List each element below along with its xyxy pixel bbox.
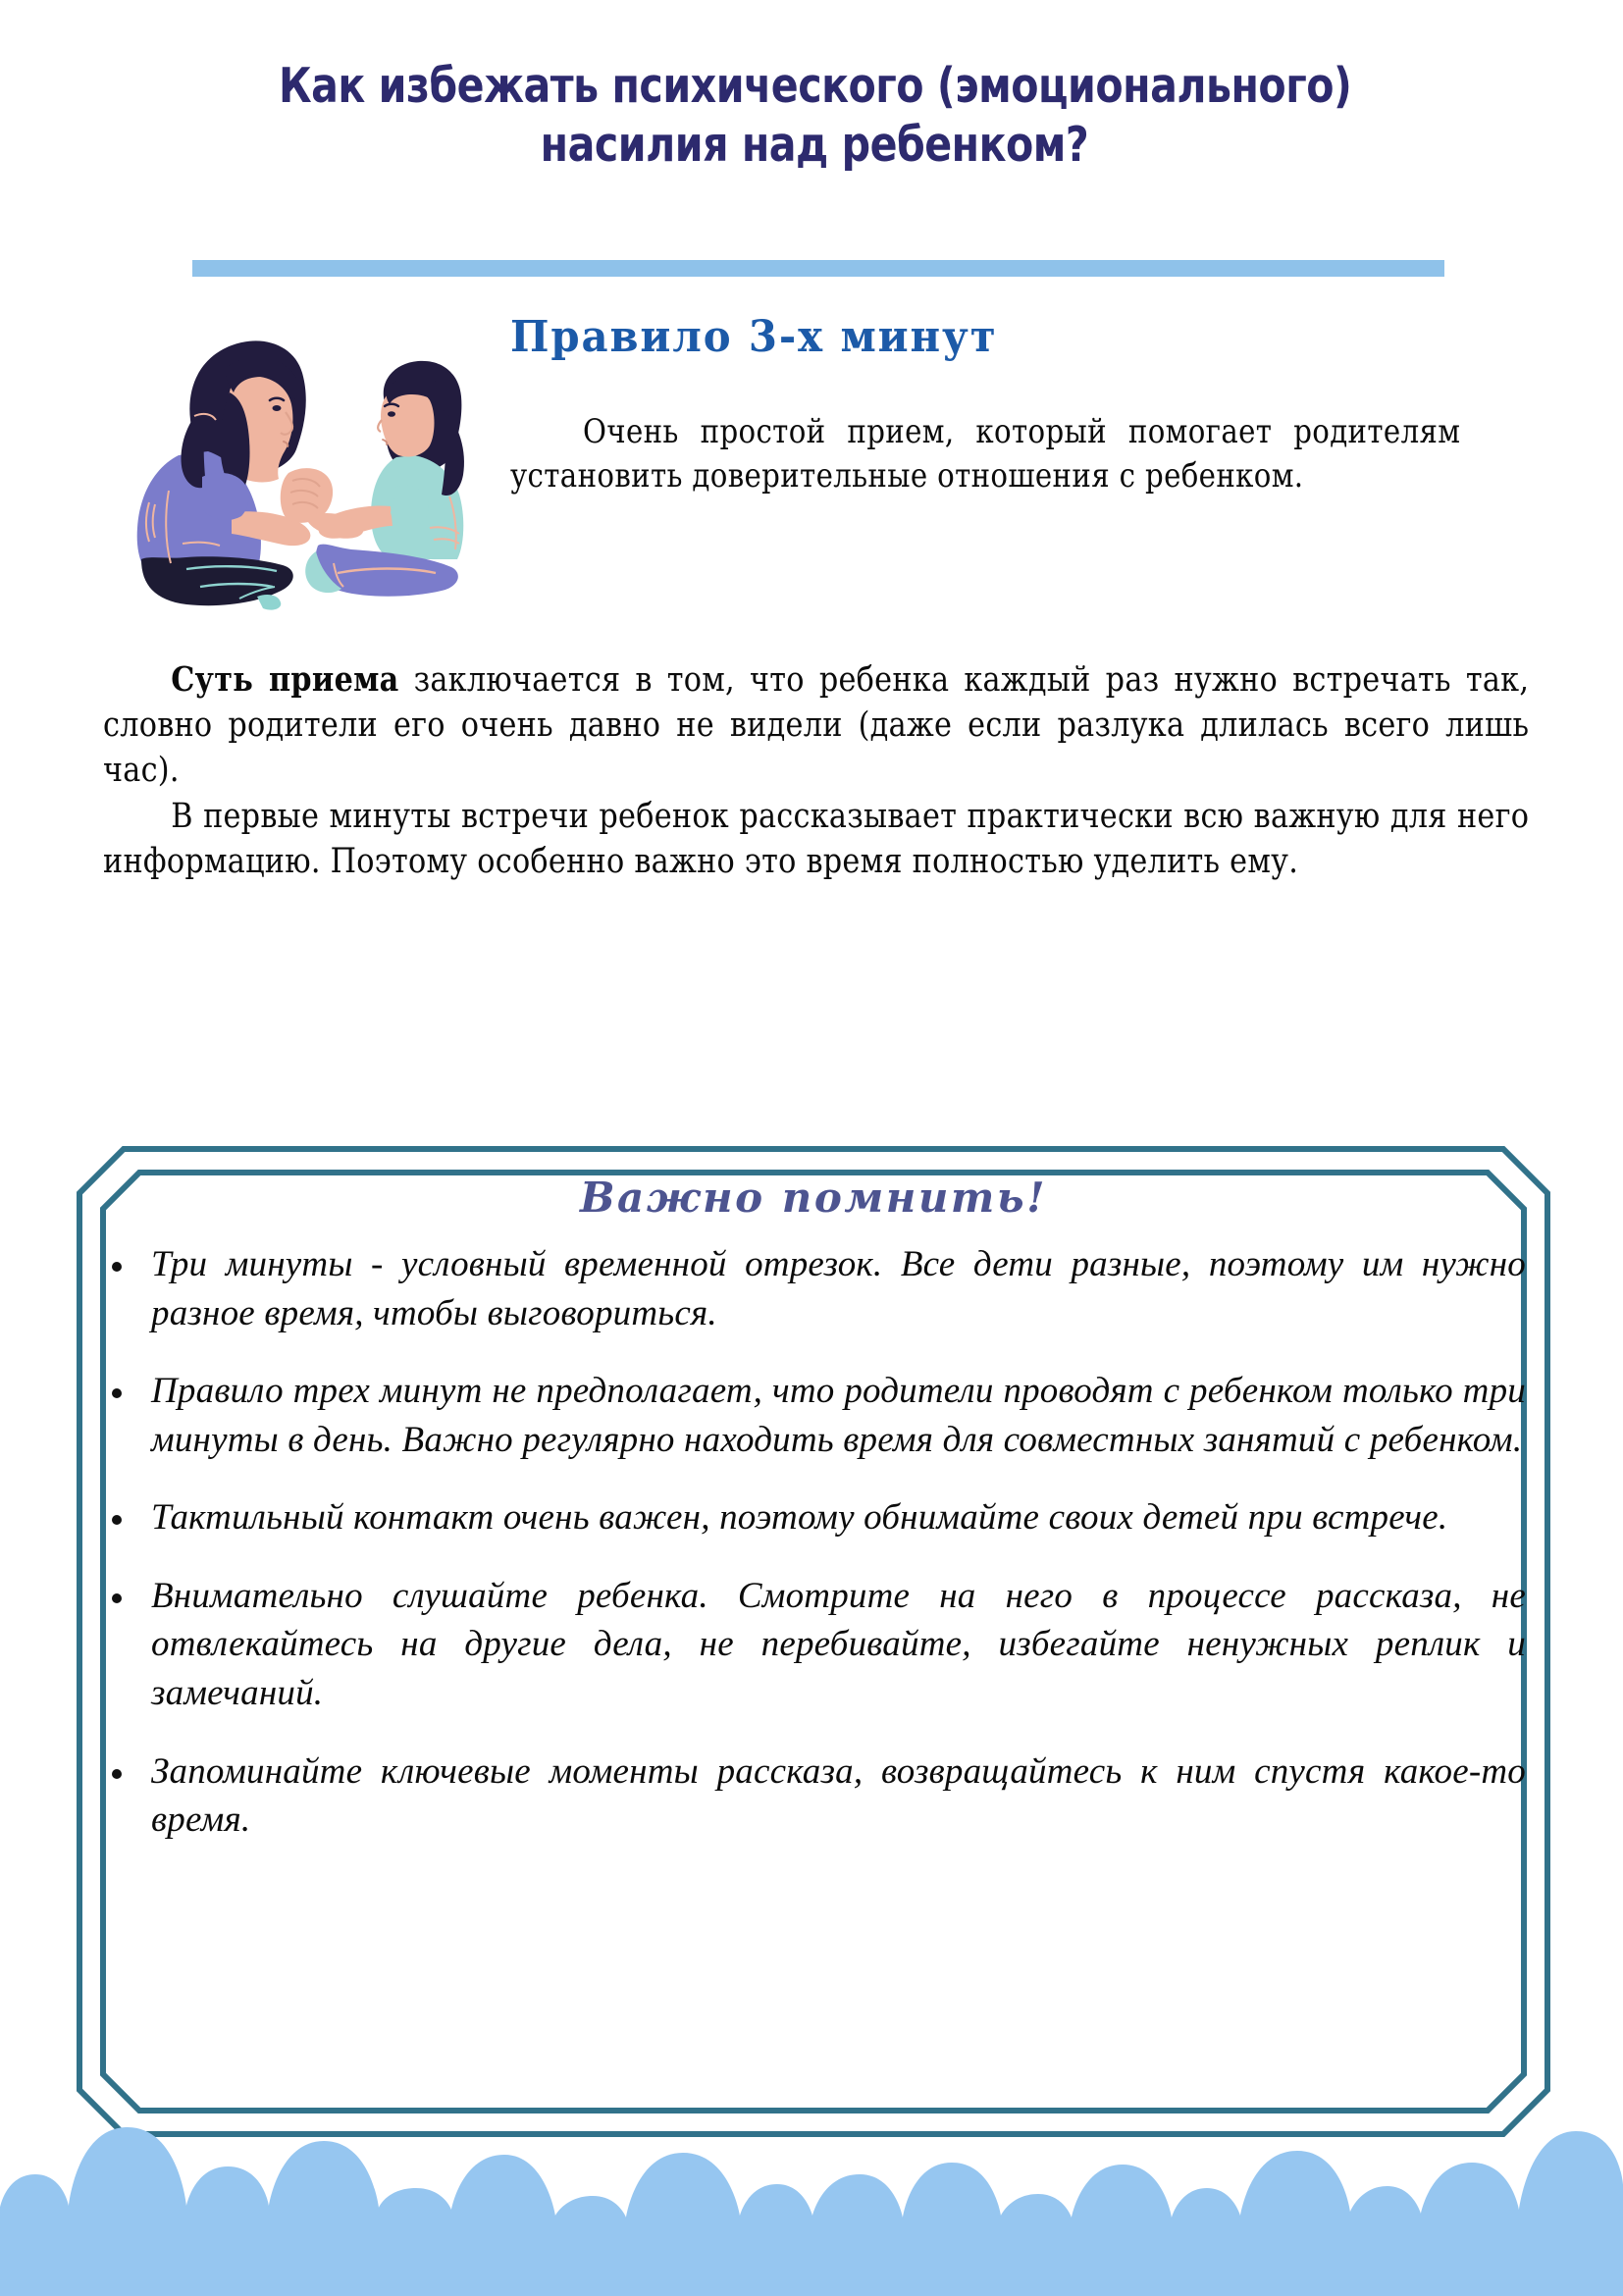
body-paragraph-2-rest: В первые минуты встречи ребенок рассказывает практически всю важную для него информацию. Поэтому особенно важно это время полностью уделить ему. (103, 796, 1530, 881)
intro-paragraph: Очень простой прием, который помогает родителям установить доверительные отношения с ребенком. (510, 412, 1461, 496)
page-title (177, 57, 1452, 175)
body-paragraph-1 (103, 657, 1529, 794)
body-paragraph-1-rest: заключается в том, что ребенка каждый раз нужно встречать так, словно родители его очень давно не видели (даже если разлука длилась всего лишь час). (103, 660, 1530, 791)
mother-and-child-illustration (84, 302, 497, 641)
section-heading: Правило 3-х минут (510, 312, 998, 362)
body-paragraph-2 (103, 794, 1529, 884)
header-divider (192, 260, 1444, 277)
list-item: Тактильный контакт очень важен, поэтому обнимайте своих детей при встрече. (98, 1493, 1526, 1542)
page-title-line-2: насилия над ребенком? (540, 116, 1089, 173)
list-item: Три минуты - условный временной отрезок. Все дети разные, поэтому им нужно разное время, чтобы выговориться. (98, 1240, 1526, 1337)
important-note-box (77, 1146, 1550, 2137)
note-box-title: Важно помнить! (579, 1174, 1048, 1222)
list-item: Внимательно слушайте ребенка. Смотрите на него в процессе рассказа, не отвлекайтесь на другие дела, не перебивайте, избегайте ненужных реплик и замечаний. (98, 1572, 1526, 1718)
page-title-line-1: Как избежать психического (эмоционального) (279, 58, 1352, 114)
list-item: Запоминайте ключевые моменты рассказа, возвращайтесь к ним спустя какое-то время. (98, 1748, 1526, 1845)
body-text (103, 657, 1529, 884)
cloud-footer-decoration (0, 2090, 1623, 2296)
note-box-list (98, 1240, 1526, 1845)
list-item: Правило трех минут не предполагает, что родители проводят с ребенком только три минуты в день. Важно регулярно находить время для совместных занятий с ребенком. (98, 1367, 1526, 1464)
body-paragraph-1-lead: Суть приема (171, 659, 399, 700)
